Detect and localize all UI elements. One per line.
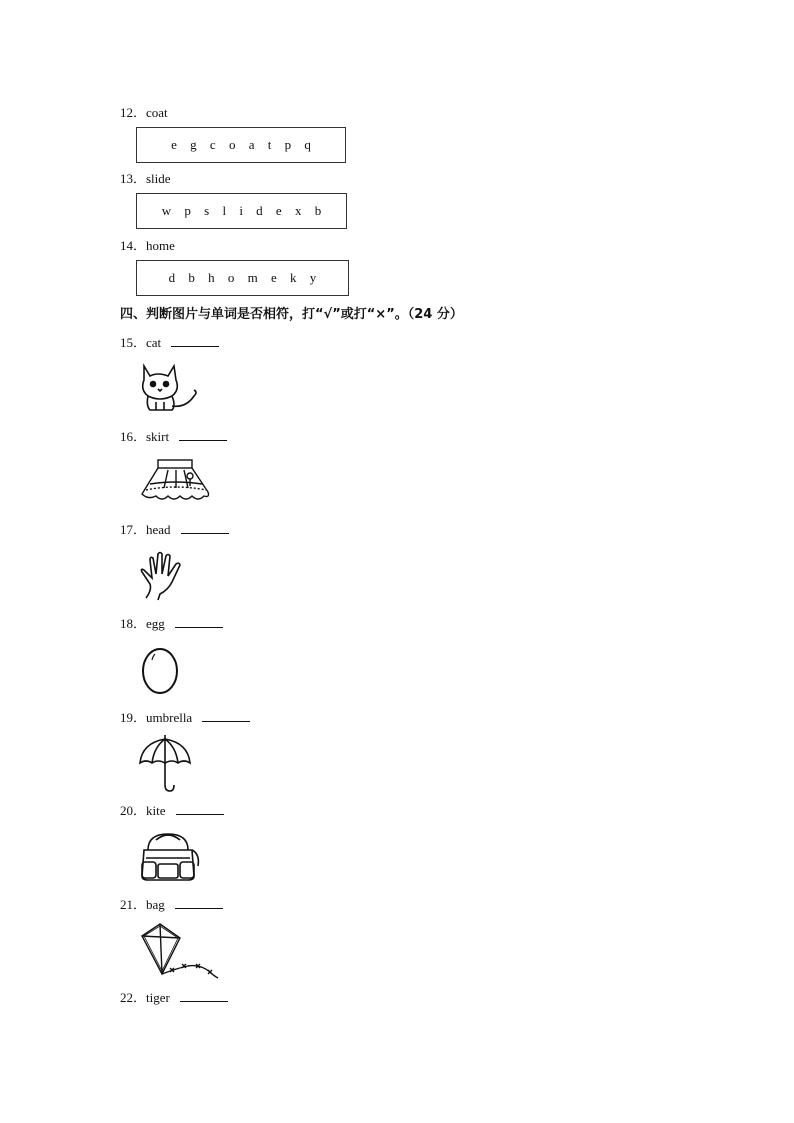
answer-blank-20[interactable] <box>176 803 224 815</box>
question-18-label: 18．egg <box>120 616 165 631</box>
answer-blank-18[interactable] <box>175 616 223 628</box>
letter-box-14: d b h o m e k y <box>136 260 349 296</box>
question-12-label: 12．coat <box>120 105 168 120</box>
cat-icon <box>138 362 200 412</box>
letter-box-13: w p s l i d e x b <box>136 193 347 229</box>
question-17-label: 17．head <box>120 522 171 537</box>
question-19-label: 19．umbrella <box>120 710 193 725</box>
section-4-heading: 四、判断图片与单词是否相符，打“√”或打“×”。（24 分） <box>120 307 463 322</box>
bag-icon <box>138 830 202 884</box>
umbrella-icon <box>138 735 194 793</box>
question-20-label: 20．kite <box>120 803 166 818</box>
answer-blank-19[interactable] <box>202 710 250 722</box>
kite-icon <box>138 922 220 980</box>
answer-blank-22[interactable] <box>180 990 228 1002</box>
question-16 <box>120 429 227 445</box>
skirt-icon <box>138 458 212 504</box>
question-18 <box>120 616 223 632</box>
answer-blank-17[interactable] <box>181 522 229 534</box>
question-16-label: 16．skirt <box>120 429 170 444</box>
hand-icon <box>138 550 190 602</box>
answer-blank-21[interactable] <box>175 897 223 909</box>
question-21 <box>120 897 223 913</box>
question-15 <box>120 335 219 351</box>
letter-box-12: e g c o a t p q <box>136 127 346 163</box>
answer-blank-15[interactable] <box>171 335 219 347</box>
question-22-label: 22．tiger <box>120 990 170 1005</box>
question-21-label: 21．bag <box>120 897 165 912</box>
question-13-label: 13．slide <box>120 171 171 186</box>
answer-blank-16[interactable] <box>179 429 227 441</box>
egg-icon <box>138 644 182 696</box>
question-20 <box>120 803 224 819</box>
question-22 <box>120 990 228 1006</box>
question-19 <box>120 710 250 726</box>
question-15-label: 15．cat <box>120 335 162 350</box>
question-17 <box>120 522 229 538</box>
question-14-label: 14．home <box>120 238 175 253</box>
